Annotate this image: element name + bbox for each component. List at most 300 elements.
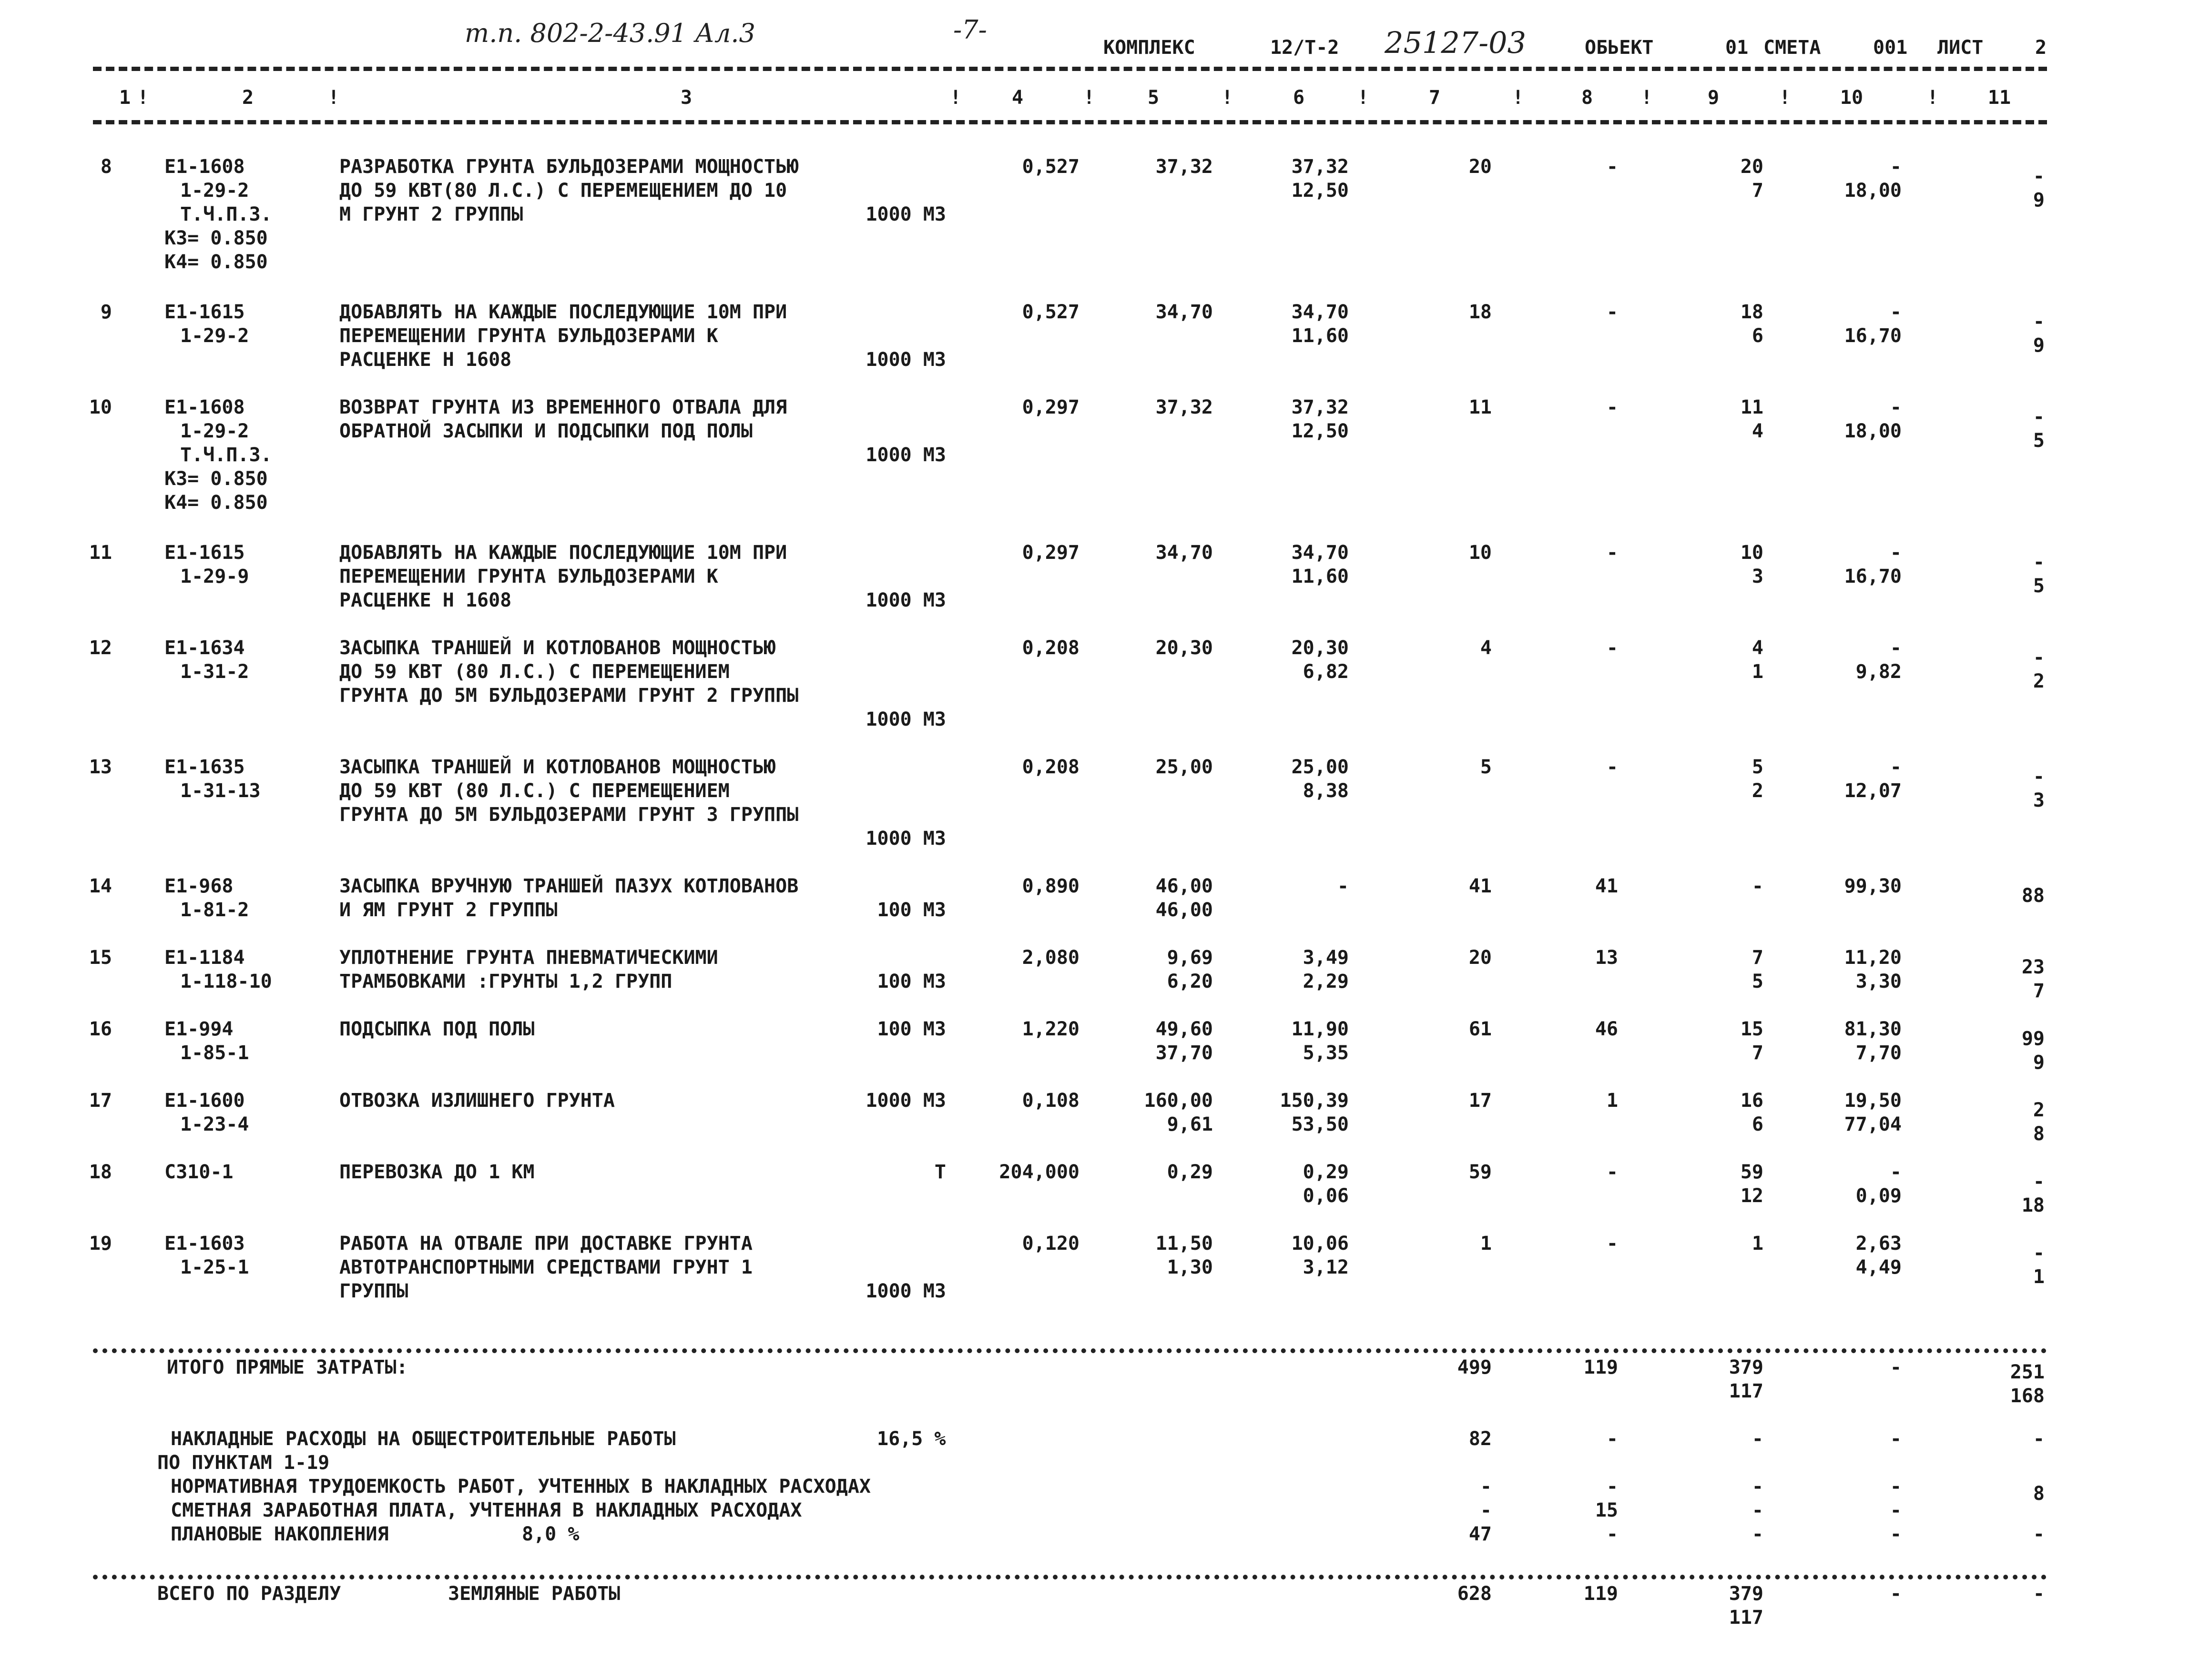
row-unit-price: 160,00 <box>1144 1090 1213 1112</box>
row-cost-machine: 11,60 <box>1291 566 1349 587</box>
row-cost-machine: 37,32 <box>1291 396 1349 418</box>
row-unit-price: 9,61 <box>1167 1113 1213 1135</box>
column-separator: ! <box>1357 87 1369 109</box>
planned-labor-total: - <box>2033 1523 2045 1545</box>
row-code: Е1-1600 <box>164 1090 245 1112</box>
row-labor: 0,09 <box>1855 1185 1902 1207</box>
planned-operation: - <box>1752 1523 1763 1545</box>
row-labor: 81,30 <box>1844 1018 1902 1040</box>
row-unit-price: 0,29 <box>1167 1161 1213 1183</box>
row-code: 1-85-1 <box>180 1042 249 1064</box>
row-labor: - <box>1890 756 1902 778</box>
row-operation: 20 <box>1740 156 1763 178</box>
column-header-11: 11 <box>1987 87 2011 109</box>
row-description: ТРАМБОВКАМИ :ГРУНТЫ 1,2 ГРУПП <box>339 971 672 992</box>
header-rule-top <box>93 67 2047 71</box>
section-total-name: ЗЕМЛЯНЫЕ РАБОТЫ <box>448 1583 621 1605</box>
row-cost-machine: 11,90 <box>1291 1018 1349 1040</box>
row-labor: - <box>1890 542 1902 564</box>
row-cost-machine: 3,49 <box>1303 947 1349 969</box>
column-separator: ! <box>1512 87 1524 109</box>
section-total-wages: 119 <box>1583 1583 1618 1605</box>
row-description: ГРУНТА ДО 5М БУЛЬДОЗЕРАМИ ГРУНТ 3 ГРУППЫ <box>339 804 799 826</box>
row-cost-machine: 12,50 <box>1291 180 1349 202</box>
row-labor: - <box>1890 637 1902 659</box>
row-labor-total: 2 <box>2033 1099 2045 1121</box>
row-code: С310-1 <box>164 1161 234 1183</box>
row-code: К4= 0.850 <box>164 492 268 514</box>
row-labor: 18,00 <box>1844 420 1902 442</box>
row-labor-total: 5 <box>2033 575 2045 597</box>
column-header-3: 3 <box>680 87 693 109</box>
row-cost-machine: 34,70 <box>1291 301 1349 323</box>
row-labor-total: - <box>2033 406 2045 428</box>
row-number: 9 <box>100 301 112 323</box>
planned-label: ПЛАНОВЫЕ НАКОПЛЕНИЯ <box>171 1523 389 1545</box>
wages-wages: 15 <box>1595 1499 1618 1521</box>
row-wages: 1 <box>1606 1090 1618 1112</box>
row-labor-total: - <box>2033 647 2045 668</box>
column-header-2: 2 <box>242 87 254 109</box>
row-total: 5 <box>1480 756 1492 778</box>
direct-costs-operation: 379 <box>1729 1356 1763 1378</box>
row-total: 1 <box>1480 1233 1492 1255</box>
sheet-label: ЛИСТ <box>1937 37 1984 59</box>
object-value: 01 <box>1725 37 1749 59</box>
row-operation: 10 <box>1740 542 1763 564</box>
row-quantity: 0,120 <box>1022 1233 1080 1255</box>
row-labor: 4,49 <box>1855 1256 1902 1278</box>
wages-total: - <box>1480 1499 1492 1521</box>
direct-costs-labor-total: 168 <box>2010 1385 2045 1407</box>
row-unit-price: 49,60 <box>1155 1018 1213 1040</box>
row-description: ЗАСЫПКА ВРУЧНУЮ ТРАНШЕЙ ПАЗУХ КОТЛОВАНОВ <box>339 875 799 897</box>
row-wages: - <box>1606 301 1618 323</box>
row-cost-machine: 53,50 <box>1291 1113 1349 1135</box>
complex-label: КОМПЛЕКС <box>1103 37 1195 59</box>
labor-norm-labor-total: 8 <box>2033 1483 2045 1505</box>
labor-norm-labor: - <box>1890 1476 1902 1498</box>
row-cost-machine: 0,29 <box>1303 1161 1349 1183</box>
row-unit: 1000 М3 <box>866 589 946 611</box>
section-total-operation: 117 <box>1729 1607 1763 1629</box>
row-cost-machine: 10,06 <box>1291 1233 1349 1255</box>
sheet-value: 2 <box>2035 37 2047 59</box>
column-header-7: 7 <box>1428 87 1441 109</box>
row-total: 10 <box>1468 542 1492 564</box>
row-cost-machine: 6,82 <box>1303 661 1349 683</box>
column-separator: ! <box>949 87 962 109</box>
row-code: 1-25-1 <box>180 1256 249 1278</box>
row-description: ДОБАВЛЯТЬ НА КАЖДЫЕ ПОСЛЕДУЮЩИЕ 10М ПРИ <box>339 542 787 564</box>
overhead-label: НАКЛАДНЫЕ РАСХОДЫ НА ОБЩЕСТРОИТЕЛЬНЫЕ РАБОТЫ <box>171 1428 676 1450</box>
row-unit-price: 37,32 <box>1155 396 1213 418</box>
row-labor-total: 9 <box>2033 189 2045 211</box>
row-labor-total: - <box>2033 551 2045 573</box>
totals-rule <box>93 1348 2047 1353</box>
row-description: ДО 59 КВТ(80 Л.С.) С ПЕРЕМЕЩЕНИЕМ ДО 10 <box>339 180 787 202</box>
row-number: 11 <box>89 542 112 564</box>
overhead-items: ПО ПУНКТАМ 1-19 <box>157 1452 330 1474</box>
row-description: РАБОТА НА ОТВАЛЕ ПРИ ДОСТАВКЕ ГРУНТА <box>339 1233 753 1255</box>
row-unit-price: 25,00 <box>1155 756 1213 778</box>
row-quantity: 0,527 <box>1022 156 1080 178</box>
direct-costs-wages: 119 <box>1583 1356 1618 1378</box>
row-operation: 4 <box>1752 420 1763 442</box>
row-code: Е1-1634 <box>164 637 245 659</box>
row-number: 15 <box>89 947 112 969</box>
row-unit: 100 М3 <box>877 971 946 992</box>
row-unit: 100 М3 <box>877 1018 946 1040</box>
overhead-labor-total: - <box>2033 1428 2045 1450</box>
row-labor-total: - <box>2033 1171 2045 1193</box>
smeta-value: 001 <box>1873 37 1908 59</box>
row-unit-price: 20,30 <box>1155 637 1213 659</box>
row-labor-total: 9 <box>2033 1052 2045 1073</box>
row-labor: - <box>1890 156 1902 178</box>
column-header-6: 6 <box>1293 87 1305 109</box>
row-code: Е1-1615 <box>164 301 245 323</box>
row-quantity: 0,890 <box>1022 875 1080 897</box>
row-labor-total: 99 <box>2021 1028 2045 1050</box>
row-operation: 16 <box>1740 1090 1763 1112</box>
row-wages: - <box>1606 1233 1618 1255</box>
row-number: 8 <box>100 156 112 178</box>
row-labor: - <box>1890 396 1902 418</box>
row-description: М ГРУНТ 2 ГРУППЫ <box>339 203 523 225</box>
row-labor: 18,00 <box>1844 180 1902 202</box>
row-labor-total: - <box>2033 165 2045 187</box>
row-unit: 1000 М3 <box>866 444 946 466</box>
row-unit-price: 37,70 <box>1155 1042 1213 1064</box>
row-code: 1-31-13 <box>180 780 261 802</box>
row-total: 4 <box>1480 637 1492 659</box>
row-description: ПЕРЕМЕЩЕНИИ ГРУНТА БУЛЬДОЗЕРАМИ К <box>339 566 718 587</box>
row-description: УПЛОТНЕНИЕ ГРУНТА ПНЕВМАТИЧЕСКИМИ <box>339 947 718 969</box>
row-unit: 1000 М3 <box>866 1090 946 1112</box>
row-unit-price: 1,30 <box>1167 1256 1213 1278</box>
row-description: ДО 59 КВТ (80 Л.С.) С ПЕРЕМЕЩЕНИЕМ <box>339 661 730 683</box>
row-wages: - <box>1606 756 1618 778</box>
overhead-percent: 16,5 % <box>877 1428 946 1450</box>
row-unit-price: 9,69 <box>1167 947 1213 969</box>
row-quantity: 0,108 <box>1022 1090 1080 1112</box>
row-description: ЗАСЫПКА ТРАНШЕЙ И КОТЛОВАНОВ МОЩНОСТЬЮ <box>339 756 776 778</box>
row-total: 18 <box>1468 301 1492 323</box>
row-labor-total: - <box>2033 766 2045 788</box>
row-number: 16 <box>89 1018 112 1040</box>
complex-code: 12/Т-2 <box>1270 37 1339 59</box>
row-labor-total: 8 <box>2033 1123 2045 1145</box>
planned-wages: - <box>1606 1523 1618 1545</box>
row-unit-price: 6,20 <box>1167 971 1213 992</box>
row-code: 1-29-2 <box>180 325 249 347</box>
row-description: ПОДСЫПКА ПОД ПОЛЫ <box>339 1018 535 1040</box>
labor-norm-operation: - <box>1752 1476 1763 1498</box>
direct-costs-labor: - <box>1890 1356 1902 1378</box>
column-header-5: 5 <box>1147 87 1160 109</box>
planned-labor: - <box>1890 1523 1902 1545</box>
row-description: ПЕРЕМЕЩЕНИИ ГРУНТА БУЛЬДОЗЕРАМИ К <box>339 325 718 347</box>
direct-costs-label: ИТОГО ПРЯМЫЕ ЗАТРАТЫ: <box>167 1356 408 1378</box>
direct-costs-labor-total: 251 <box>2010 1361 2045 1383</box>
handwritten-project-note: т.п. 802-2-43.91 Ал.3 <box>465 18 755 48</box>
row-cost-machine: 0,06 <box>1303 1185 1349 1207</box>
column-header-10: 10 <box>1840 87 1864 109</box>
row-description: ВОЗВРАТ ГРУНТА ИЗ ВРЕМЕННОГО ОТВАЛА ДЛЯ <box>339 396 787 418</box>
header-rule-bottom <box>93 120 2047 124</box>
row-labor-total: - <box>2033 311 2045 333</box>
row-labor: 11,20 <box>1844 947 1902 969</box>
row-code: Е1-1608 <box>164 396 245 418</box>
row-labor-total: 3 <box>2033 789 2045 811</box>
row-operation: 7 <box>1752 1042 1763 1064</box>
row-total: 17 <box>1468 1090 1492 1112</box>
page-number: -7- <box>953 15 987 45</box>
column-separator: ! <box>1640 87 1653 109</box>
object-label: ОБЬЕКТ <box>1585 37 1654 59</box>
overhead-total: 82 <box>1468 1428 1492 1450</box>
row-number: 14 <box>89 875 112 897</box>
row-total: 20 <box>1468 156 1492 178</box>
row-description: ЗАСЫПКА ТРАНШЕЙ И КОТЛОВАНОВ МОЩНОСТЬЮ <box>339 637 776 659</box>
wages-label: СМЕТНАЯ ЗАРАБОТНАЯ ПЛАТА, УЧТЕННАЯ В НАКЛАДНЫХ РАСХОДАХ <box>171 1499 802 1521</box>
row-labor: - <box>1890 1161 1902 1183</box>
row-number: 10 <box>89 396 112 418</box>
row-unit-price: 46,00 <box>1155 899 1213 921</box>
row-code: 1-29-2 <box>180 420 249 442</box>
row-unit: 1000 М3 <box>866 349 946 371</box>
row-description: ДО 59 КВТ (80 Л.С.) С ПЕРЕМЕЩЕНИЕМ <box>339 780 730 802</box>
row-operation: 1 <box>1752 1233 1763 1255</box>
section-total-rule <box>93 1575 2047 1579</box>
row-quantity: 0,297 <box>1022 396 1080 418</box>
row-operation: 5 <box>1752 971 1763 992</box>
row-cost-machine: 20,30 <box>1291 637 1349 659</box>
row-code: Е1-968 <box>164 875 234 897</box>
row-wages: - <box>1606 637 1618 659</box>
row-operation: 15 <box>1740 1018 1763 1040</box>
row-code: Е1-994 <box>164 1018 234 1040</box>
row-unit-price: 34,70 <box>1155 542 1213 564</box>
labor-norm-label: НОРМАТИВНАЯ ТРУДОЕМКОСТЬ РАБОТ, УЧТЕННЫХ В НАКЛАДНЫХ РАСХОДАХ <box>171 1476 871 1498</box>
row-labor: 16,70 <box>1844 325 1902 347</box>
row-unit-price: 34,70 <box>1155 301 1213 323</box>
row-operation: 7 <box>1752 947 1763 969</box>
row-labor-total: 7 <box>2033 980 2045 1002</box>
row-labor: 99,30 <box>1844 875 1902 897</box>
overhead-operation: - <box>1752 1428 1763 1450</box>
section-total-operation: 379 <box>1729 1583 1763 1605</box>
row-cost-machine: - <box>1337 875 1349 897</box>
column-header-8: 8 <box>1581 87 1593 109</box>
planned-percent: 8,0 % <box>522 1523 580 1545</box>
row-operation: 1 <box>1752 661 1763 683</box>
row-labor-total: - <box>2033 1242 2045 1264</box>
row-description: АВТОТРАНСПОРТНЫМИ СРЕДСТВАМИ ГРУНТ 1 <box>339 1256 753 1278</box>
overhead-wages: - <box>1606 1428 1618 1450</box>
smeta-label: СМЕТА <box>1763 37 1821 59</box>
row-labor-total: 18 <box>2021 1194 2045 1216</box>
row-wages: - <box>1606 1161 1618 1183</box>
row-total: 20 <box>1468 947 1492 969</box>
row-code: Т.Ч.П.3. <box>180 203 272 225</box>
row-cost-machine: 11,60 <box>1291 325 1349 347</box>
row-code: Е1-1635 <box>164 756 245 778</box>
row-description: РАСЦЕНКЕ Н 1608 <box>339 589 512 611</box>
wages-labor: - <box>1890 1499 1902 1521</box>
row-unit: 100 М3 <box>877 899 946 921</box>
row-cost-machine: 3,12 <box>1303 1256 1349 1278</box>
row-code: 1-118-10 <box>180 971 272 992</box>
row-labor-total: 88 <box>2021 885 2045 907</box>
row-labor: 16,70 <box>1844 566 1902 587</box>
row-unit: 1000 М3 <box>866 203 946 225</box>
section-total-labor: - <box>1890 1583 1902 1605</box>
row-code: Е1-1603 <box>164 1233 245 1255</box>
column-header-1: 1 <box>119 87 131 109</box>
row-labor: 3,30 <box>1855 971 1902 992</box>
row-quantity: 0,208 <box>1022 756 1080 778</box>
row-code: 1-23-4 <box>180 1113 249 1135</box>
row-description: ГРУППЫ <box>339 1280 408 1302</box>
column-header-4: 4 <box>1011 87 1024 109</box>
row-operation: 6 <box>1752 1113 1763 1135</box>
row-quantity: 0,208 <box>1022 637 1080 659</box>
row-code: К4= 0.850 <box>164 251 268 273</box>
row-wages: 41 <box>1595 875 1618 897</box>
column-separator: ! <box>1083 87 1095 109</box>
row-description: И ЯМ ГРУНТ 2 ГРУППЫ <box>339 899 558 921</box>
row-operation: 11 <box>1740 396 1763 418</box>
row-quantity: 0,527 <box>1022 301 1080 323</box>
row-code: 1-31-2 <box>180 661 249 683</box>
row-unit-price: 46,00 <box>1155 875 1213 897</box>
row-description: ОБРАТНОЙ ЗАСЫПКИ И ПОДСЫПКИ ПОД ПОЛЫ <box>339 420 753 442</box>
overhead-labor: - <box>1890 1428 1902 1450</box>
row-cost-machine: 12,50 <box>1291 420 1349 442</box>
column-separator: ! <box>137 87 149 109</box>
row-cost-machine: 150,39 <box>1280 1090 1349 1112</box>
row-cost-machine: 8,38 <box>1303 780 1349 802</box>
row-description: ДОБАВЛЯТЬ НА КАЖДЫЕ ПОСЛЕДУЮЩИЕ 10М ПРИ <box>339 301 787 323</box>
row-unit: 1000 М3 <box>866 708 946 730</box>
column-separator: ! <box>1779 87 1791 109</box>
row-description: ГРУНТА ДО 5М БУЛЬДОЗЕРАМИ ГРУНТ 2 ГРУППЫ <box>339 685 799 707</box>
planned-total: 47 <box>1468 1523 1492 1545</box>
row-total: 59 <box>1468 1161 1492 1183</box>
row-operation: - <box>1752 875 1763 897</box>
row-operation: 18 <box>1740 301 1763 323</box>
row-code: Е1-1608 <box>164 156 245 178</box>
row-labor: 77,04 <box>1844 1113 1902 1135</box>
row-labor-total: 1 <box>2033 1266 2045 1288</box>
row-wages: - <box>1606 396 1618 418</box>
row-code: К3= 0.850 <box>164 227 268 249</box>
row-description: РАСЦЕНКЕ Н 1608 <box>339 349 512 371</box>
row-operation: 59 <box>1740 1161 1763 1183</box>
row-wages: - <box>1606 542 1618 564</box>
row-operation: 4 <box>1752 637 1763 659</box>
labor-norm-wages: - <box>1606 1476 1618 1498</box>
row-quantity: 1,220 <box>1022 1018 1080 1040</box>
row-wages: - <box>1606 156 1618 178</box>
section-total-label: ВСЕГО ПО РАЗДЕЛУ <box>157 1583 341 1605</box>
row-cost-machine: 5,35 <box>1303 1042 1349 1064</box>
row-operation: 2 <box>1752 780 1763 802</box>
row-cost-machine: 37,32 <box>1291 156 1349 178</box>
row-total: 41 <box>1468 875 1492 897</box>
row-labor: 2,63 <box>1855 1233 1902 1255</box>
row-labor: 9,82 <box>1855 661 1902 683</box>
row-operation: 7 <box>1752 180 1763 202</box>
row-description: ПЕРЕВОЗКА ДО 1 КМ <box>339 1161 535 1183</box>
row-cost-machine: 25,00 <box>1291 756 1349 778</box>
row-labor-total: 2 <box>2033 670 2045 692</box>
row-quantity: 0,297 <box>1022 542 1080 564</box>
row-cost-machine: 2,29 <box>1303 971 1349 992</box>
row-quantity: 2,080 <box>1022 947 1080 969</box>
row-code: Е1-1184 <box>164 947 245 969</box>
row-operation: 6 <box>1752 325 1763 347</box>
row-unit: 1000 М3 <box>866 1280 946 1302</box>
row-operation: 12 <box>1740 1185 1763 1207</box>
column-separator: ! <box>1221 87 1233 109</box>
row-unit-price: 37,32 <box>1155 156 1213 178</box>
row-unit: 1000 М3 <box>866 828 946 850</box>
row-total: 11 <box>1468 396 1492 418</box>
row-total: 61 <box>1468 1018 1492 1040</box>
row-description: ОТВОЗКА ИЗЛИШНЕГО ГРУНТА <box>339 1090 615 1112</box>
row-labor: 7,70 <box>1855 1042 1902 1064</box>
labor-norm-total: - <box>1480 1476 1492 1498</box>
row-number: 12 <box>89 637 112 659</box>
row-code: Е1-1615 <box>164 542 245 564</box>
row-unit-price: 11,50 <box>1155 1233 1213 1255</box>
row-number: 13 <box>89 756 112 778</box>
row-code: К3= 0.850 <box>164 468 268 490</box>
wages-operation: - <box>1752 1499 1763 1521</box>
row-labor-total: 5 <box>2033 430 2045 452</box>
row-quantity: 204,000 <box>999 1161 1080 1183</box>
direct-costs-total: 499 <box>1457 1356 1492 1378</box>
row-unit: Т <box>934 1161 946 1183</box>
direct-costs-operation: 117 <box>1729 1380 1763 1402</box>
row-wages: 46 <box>1595 1018 1618 1040</box>
column-header-9: 9 <box>1707 87 1720 109</box>
row-number: 17 <box>89 1090 112 1112</box>
row-labor: 19,50 <box>1844 1090 1902 1112</box>
section-total-labor-total: - <box>2033 1583 2045 1605</box>
row-cost-machine: 34,70 <box>1291 542 1349 564</box>
row-operation: 5 <box>1752 756 1763 778</box>
row-code: 1-29-9 <box>180 566 249 587</box>
column-separator: ! <box>327 87 340 109</box>
row-code: Т.Ч.П.3. <box>180 444 272 466</box>
handwritten-code: 25127-03 <box>1385 25 1527 60</box>
row-labor: - <box>1890 301 1902 323</box>
row-labor: 12,07 <box>1844 780 1902 802</box>
row-number: 19 <box>89 1233 112 1255</box>
row-labor-total: 9 <box>2033 334 2045 356</box>
section-total-sum: 628 <box>1457 1583 1492 1605</box>
row-wages: 13 <box>1595 947 1618 969</box>
row-description: РАЗРАБОТКА ГРУНТА БУЛЬДОЗЕРАМИ МОЩНОСТЬЮ <box>339 156 799 178</box>
row-labor-total: 23 <box>2021 956 2045 978</box>
row-number: 18 <box>89 1161 112 1183</box>
row-code: 1-29-2 <box>180 180 249 202</box>
row-operation: 3 <box>1752 566 1763 587</box>
